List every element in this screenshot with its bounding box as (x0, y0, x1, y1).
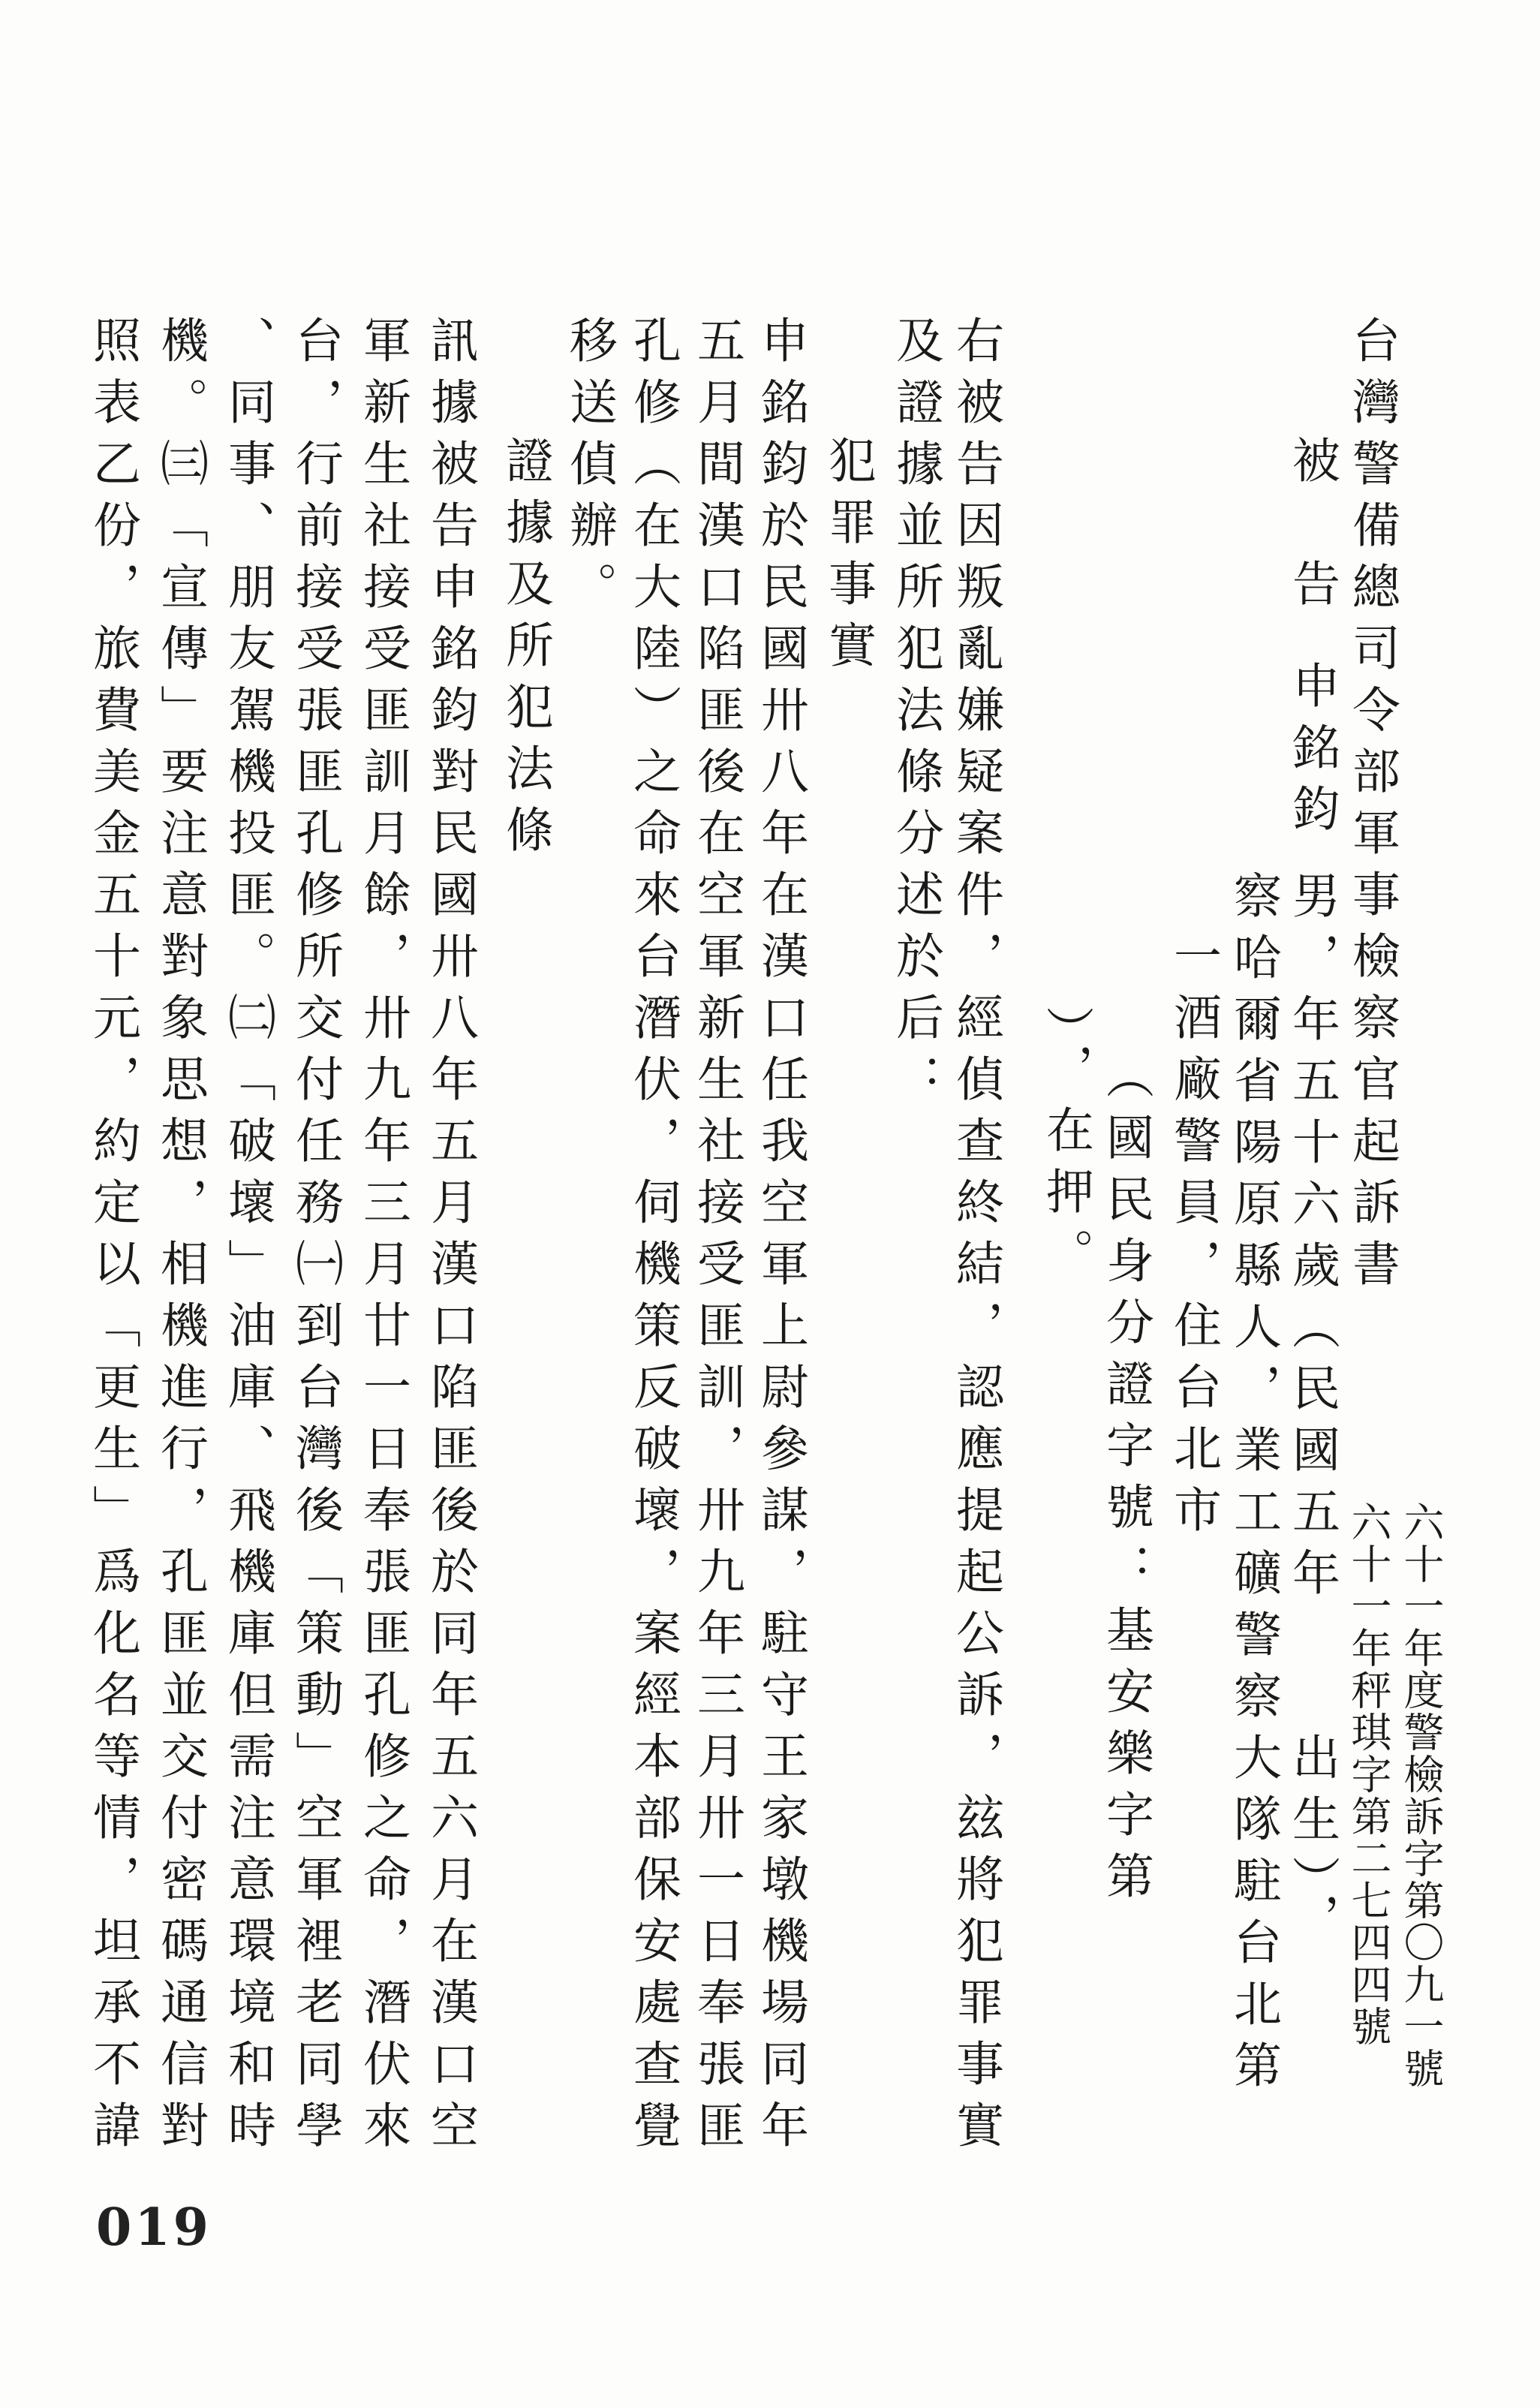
evidence-line-6: 照表乙份，旅費美金五十元，約定以「更生」爲化名等情，坦承不諱 (85, 315, 140, 2162)
defendant-origin: 察哈爾省陽原縣人，業工礦警察大隊駐台北第 (1226, 871, 1281, 2102)
section-facts-heading: 犯罪事實 (820, 435, 876, 681)
facts-line-2: 五月間漢口陷匪後在空軍新生社接受匪訓，卅九年三月卅一日奉張匪 (689, 315, 744, 2162)
evidence-line-4: 、同事、朋友駕機投匪。㈡「破壞」油庫、飛機庫但需注意環境和時 (220, 315, 275, 2162)
defendant-id: （國民身分證字號：基安樂字第 (1098, 1051, 1153, 1912)
facts-line-3: 孔修（在大陸）之命來台潛伏，伺機策反破壞，案經本部保安處查覺 (625, 315, 681, 2162)
defendant-name: 申銘鈞 (1284, 660, 1340, 845)
evidence-line-1: 訊據被告申銘鈞對民國卅八年五月漢口陷匪後於同年五六月在漢口空 (423, 315, 478, 2162)
facts-line-1: 申銘鈞於民國卅八年在漢口任我空軍上尉參謀，駐守王家墩機場同年 (753, 315, 808, 2162)
intro-line-1: 右被告因叛亂嫌疑案件，經偵查終結，認應提起公訴，玆將犯罪事實 (948, 315, 1003, 2162)
defendant-description: 男，年五十六歲（民國五年 出生）， (1284, 871, 1340, 1954)
document-title: 台灣警備總司令部軍事檢察官起訴書 (1344, 315, 1400, 1300)
evidence-line-2: 軍新生社接受匪訓月餘，卅九年三月廿一日奉張匪孔修之命，潛伏來 (355, 315, 411, 2162)
page-number: 019 (96, 2198, 212, 2258)
evidence-line-5: 機。㈢「宣傳」要注意對象思想，相機進行，孔匪並交付密碼通信對 (152, 315, 208, 2162)
defendant-label: 被 告 (1284, 435, 1340, 620)
facts-line-4: 移送偵辦。 (561, 315, 617, 623)
defendant-residence: 一酒廠警員，住台北市 (1166, 931, 1221, 1546)
case-number-2: 六十一年秤琪字第二七四四號 (1345, 1501, 1392, 2047)
intro-line-2: 及證據並所犯法條分述於后： (888, 315, 943, 1115)
evidence-line-3: 台，行前接受張匪孔修所交付任務㈠到台灣後「策動」空軍裡老同學 (287, 315, 343, 2162)
custody-status: ），在押。 (1038, 1006, 1093, 1289)
section-evidence-heading: 證據及所犯法條 (498, 435, 553, 866)
case-number-1: 六十一年度警檢訴字第〇九一號 (1397, 1501, 1445, 2090)
